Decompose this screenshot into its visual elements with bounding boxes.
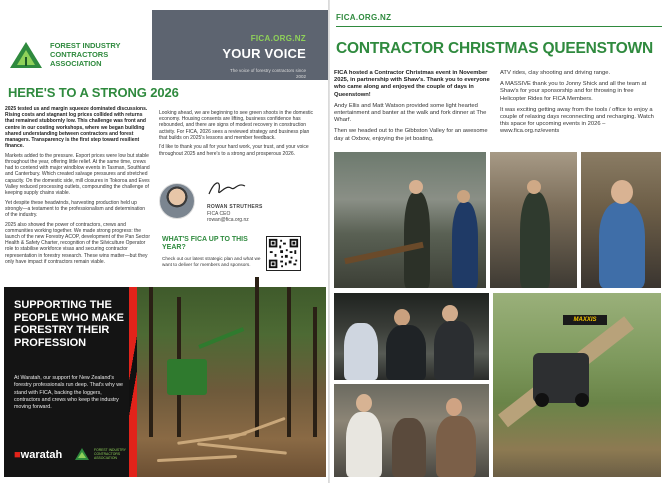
event-paragraph: Andy Ellis and Matt Watson provided some light hearted entertainment and banter at the walk and fork dinner at The Wharf. [334,102,487,124]
your-voice-title: YOUR VOICE [222,46,306,61]
left-page [0,0,330,483]
qr-code-icon[interactable] [266,236,301,271]
speaker-with-microphone-photo [581,152,661,288]
event-column-2 [500,70,660,140]
article-headline: HERE'S TO A STRONG 2026 [8,85,179,100]
event-paragraph: It was exciting getting away from the tools / office to enjoy a couple of relaxing days reconnecting and recharging. Watch this space for upcoming events in 2026 – www.fica.org.nz/events [500,106,654,135]
dinner-guests-photo [334,293,489,380]
site-link[interactable]: FICA.ORG.NZ [250,34,306,43]
left-header [0,0,330,80]
right-page [330,0,668,483]
shooting-range-photo [490,152,577,288]
networking-photo [334,384,489,477]
article-paragraph: Yet despite these headwinds, harvesting production held up strongly—a testament to the professionalism and determination of the industry. [5,199,146,219]
fica-name: FOREST INDUSTRY CONTRACTORS ASSOCIATION [50,41,121,68]
event-paragraph: FICA hosted a Contractor Christmas event in November 2025, in partnership with Shaw's. Thank you to everyone who came along and enjoyed the couple of days in Queenstown! [334,70,490,98]
fica-logo-icon [8,40,44,70]
atv-ride-photo [493,293,661,477]
harvester-machine [167,359,207,395]
forestry-harvester-photo [137,287,326,477]
fica-partner-name: FOREST INDUSTRY CONTRACTORS ASSOCIATION [94,448,126,460]
article-paragraph: 2025 also showed the power of contractors, crews and communities working together. We made strong progress: the launch of the new Forestry ACOP, development of the Pan Sector Health & Safety Charter, recognition of the Silviculture Operator role to stabilise workforce visas and securing contractor representation in forestry research. These wins matter—but they only have impact if contractors remain viable. [5,221,150,265]
event-paragraph: Then we headed out to the Gibbston Valley for an awesome day at Oxbow, enjoying the jet boating, [334,128,488,142]
your-voice-tagline: The voice of forestry contractors since 2002 [229,68,306,79]
article-column-2 [159,110,317,160]
event-paragraph: ATV rides, clay shooting and driving range. [500,70,611,76]
waratah-logo [14,449,62,461]
whats-body: Check out our latest strategic plan and what we want to deliver for members and sponsors. [162,256,261,267]
fica-partner-logo [74,447,132,463]
ceo-name: ROWAN STRUTHERS [207,204,263,210]
ceo-email[interactable]: rowan@fica.org.nz [207,217,249,223]
fica-logo-icon [74,447,90,461]
article-paragraph: I'd like to thank you all for your hard work, your trust, and your voice throughout 2025 and here's to a strong and prosperous 2026. [159,144,309,157]
waratah-advert[interactable] [4,287,326,477]
avatar [159,183,195,219]
site-link[interactable]: FICA.ORG.NZ [336,13,392,22]
your-voice-band [152,10,330,80]
waratah-wordmark: waratah [20,449,63,461]
advert-red-stripe [129,287,137,477]
signature-text [207,204,263,224]
ceo-signature-block [159,178,319,228]
article-paragraph: Looking ahead, we are beginning to see green shoots in the domestic economy. Housing consents are lifting, business confidence has rebounded, and there are signs of modest recovery in construction activity. For FICA, 2026 sees a reviewed strategy and business plan that builds on 2025's lessons and member feedback. [159,110,313,141]
article-paragraph: Markets added to the pressure. Export prices were low but stable throughout the year, offering little relief. At the same time, crews had to contend with major windblow events in Tasman, Southland and Canterbury. Which created salvage pressures and stretched capacity. On the domestic side, mill closures in Tokoroa and Eves Valley reduced processing outlets, compounding the challenge of keeping supply chains viable. [5,152,150,197]
ceo-role: FICA CEO [207,210,231,217]
event-column-1 [334,70,492,147]
advert-title: SUPPORTING THE PEOPLE WHO MAKE FORESTRY THEIR PROFESSION [14,299,125,349]
header-divider [336,26,662,27]
event-title: CONTRACTOR CHRISTMAS QUEENSTOWN [336,40,654,57]
event-paragraph: A MASSIVE thank you to Jonny Shick and all the team at Shaw's for your sponsorship and for throwing in free Helicopter Rides for FICA Members. [500,81,647,102]
whats-fica-up-to-box [159,236,319,286]
waratah-mark-icon: ■ [14,449,21,461]
advert-text-panel [4,287,134,477]
article-paragraph: 2025 tested us and margin squeeze dominated discussions. Rising costs and stagnant log prices collided with returns that remained stubbornly low. This challenge was front and centre in our costing workshops, where we began building shared understanding between contractors and forest managers. Transparency is the first step toward resilient finance. [5,106,148,150]
whats-title: WHAT'S FICA UP TO THIS YEAR? [162,236,248,251]
maxxis-banner: MAXXIS [563,315,607,325]
clay-shooting-photo [334,152,486,288]
signature-icon [207,178,247,200]
article-column-1 [5,106,150,268]
advert-body: At Waratah, our support for New Zealand's forestry professionals run deep. That's why we stand with FICA, backing the loggers, contractors and crews who keep the industry moving forward. [14,375,123,411]
